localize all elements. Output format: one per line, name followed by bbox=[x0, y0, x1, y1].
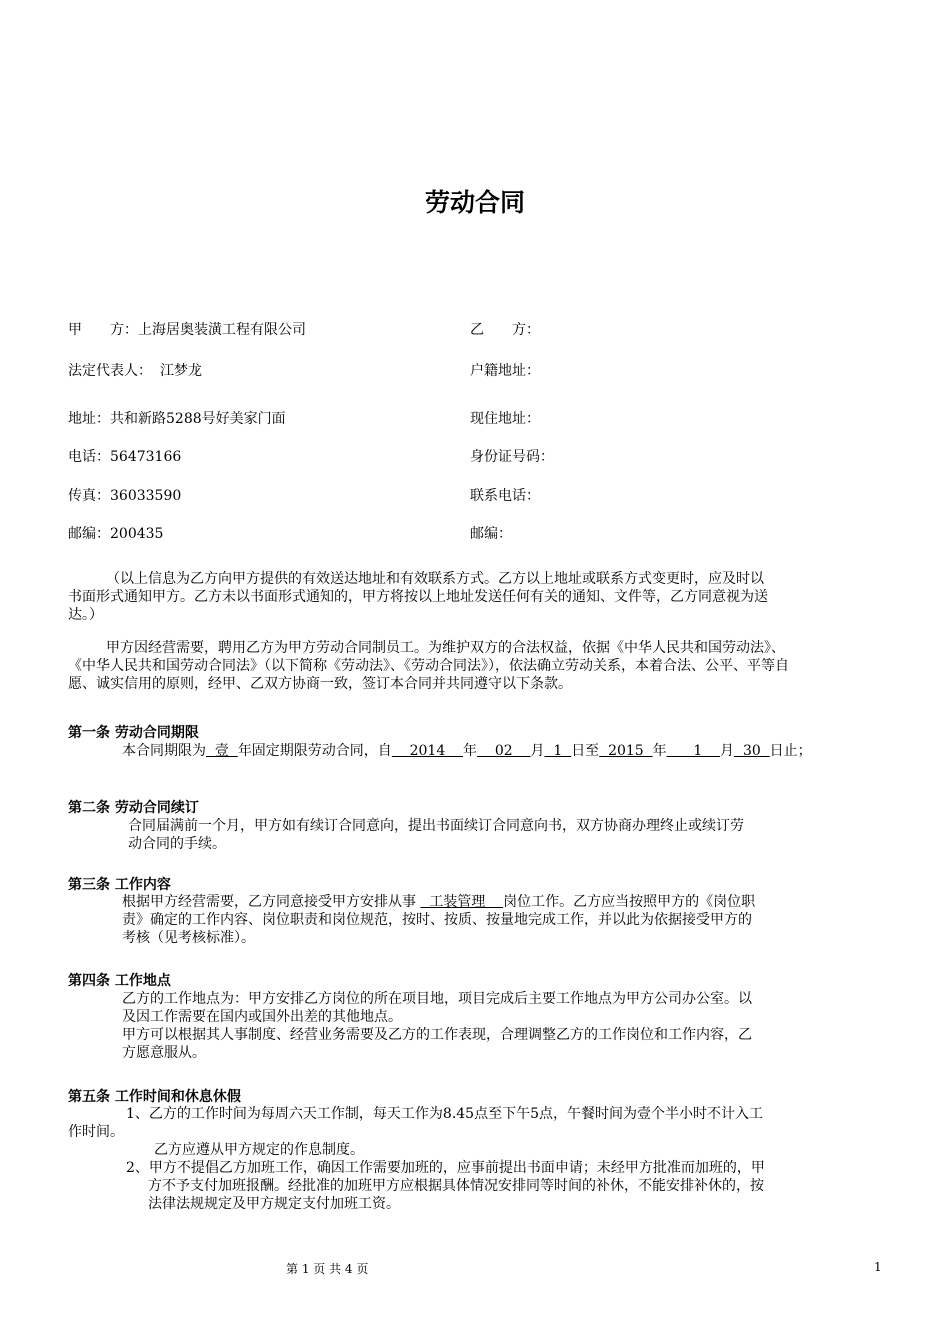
article-5-line: 法律法规规定及甲方规定支付加班工资。 bbox=[148, 1196, 400, 1212]
article-3-line: 考核（见考核标准）。 bbox=[122, 930, 255, 946]
article-5-line: 方不予支付加班报酬。经批准的加班甲方应根据具体情况安排同等时间的补休，不能安排补休的，按 bbox=[148, 1178, 764, 1194]
party-a-name-label: 甲 方： bbox=[68, 322, 138, 338]
article-3-line bbox=[122, 893, 888, 911]
end-year: 2015 bbox=[599, 743, 653, 759]
article-3-text: 根据甲方经营需要，乙方同意接受甲方安排从事 bbox=[122, 894, 421, 910]
party-b-phone-label: 联系电话： bbox=[470, 488, 540, 504]
article-3-text: 岗位工作。乙方应当按照甲方的《岗位职 bbox=[503, 894, 756, 910]
article-1-term-line bbox=[122, 740, 812, 760]
article-2-body bbox=[128, 817, 888, 853]
article-4-body bbox=[122, 990, 888, 1062]
page-indicator: 第 1 页 共 4 页 bbox=[286, 1262, 369, 1276]
article-5-line: 作时间。 bbox=[68, 1124, 124, 1140]
party-a-rep-row bbox=[68, 360, 202, 380]
article-2-line: 动合同的手续。 bbox=[128, 836, 226, 852]
term-text: 月 bbox=[720, 743, 735, 759]
party-b-name-label: 乙 方： bbox=[470, 322, 540, 338]
article-2-line: 合同届满前一个月，甲方如有续订合同意向，提出书面续订合同意向书，双方协商办理终止或续订劳 bbox=[128, 818, 744, 834]
article-3-body bbox=[122, 893, 888, 947]
article-3-heading: 第三条 工作内容 bbox=[68, 877, 171, 893]
article-3-line: 责》确定的工作内容、岗位职责和岗位规范，按时、按质、按量地完成工作，并以此为依据接受甲方的 bbox=[122, 912, 752, 928]
article-5-body bbox=[68, 1105, 888, 1213]
start-month: 02 bbox=[477, 743, 531, 759]
term-text: 月 bbox=[530, 743, 545, 759]
intro-line: 《中华人民共和国劳动合同法》（以下简称《劳动法》、《劳动合同法》），依法确立劳动关系，本着合法、公平、平等自 bbox=[68, 658, 789, 674]
term-text: 日止； bbox=[769, 743, 812, 759]
party-b-household-label: 户籍地址： bbox=[470, 363, 540, 379]
notice-paragraph bbox=[68, 570, 888, 624]
party-b-postcode-label: 邮编： bbox=[470, 526, 512, 542]
party-a-rep-value: 江梦龙 bbox=[160, 363, 202, 379]
article-4-line: 及因工作需要在国内或国外出差的其他地点。 bbox=[122, 1009, 402, 1025]
party-a-name-value: 上海居奥装潢工程有限公司 bbox=[138, 322, 306, 338]
article-5-line: 2、甲方不提倡乙方加班工作，确因工作需要加班的，应事前提出书面申请；未经甲方批准而加班的，甲 bbox=[126, 1160, 765, 1176]
party-a-phone: 电话：56473166 bbox=[68, 449, 182, 465]
party-a-address: 地址：共和新路5288号好美家门面 bbox=[68, 411, 286, 427]
job-position: 工装管理 bbox=[420, 894, 504, 910]
term-text: 年固定期限劳动合同，自 bbox=[237, 743, 392, 759]
party-a-postcode: 邮编：200435 bbox=[68, 526, 164, 542]
article-4-line: 乙方的工作地点为：甲方安排乙方岗位的所在项目地，项目完成后主要工作地点为甲方公司办公室。以 bbox=[122, 991, 752, 1007]
article-4-line: 甲方可以根据其人事制度、经营业务需要及乙方的工作表现，合理调整乙方的工作岗位和工作内容，乙 bbox=[122, 1027, 752, 1043]
term-text: 年 bbox=[463, 743, 478, 759]
intro-line: 甲方因经营需要，聘用乙方为甲方劳动合同制员工。为维护双方的合法权益，依据《中华人民共和国劳动法》、 bbox=[106, 640, 785, 656]
start-day: 1 bbox=[544, 743, 572, 759]
intro-paragraph bbox=[68, 639, 888, 693]
end-day: 30 bbox=[734, 743, 770, 759]
party-a-fax: 传真：36033590 bbox=[68, 488, 182, 504]
notice-line: 达。） bbox=[68, 607, 103, 623]
article-4-heading: 第四条 工作地点 bbox=[68, 973, 171, 989]
end-month: 1 bbox=[666, 743, 721, 759]
term-text: 年 bbox=[652, 743, 667, 759]
notice-line: 书面形式通知甲方。乙方未以书面形式通知的，甲方将按以上地址发送任何有关的通知、文件等，乙方同意视为送 bbox=[68, 589, 768, 605]
article-5-line: 1、乙方的工作时间为每周六天工作制，每天工作为8.45点至下午5点，午餐时间为壹个半小时不计入工 bbox=[126, 1106, 763, 1122]
party-b-id-label: 身份证号码： bbox=[470, 449, 554, 465]
party-a-name-row bbox=[68, 319, 306, 339]
term-text: 日至 bbox=[571, 743, 600, 759]
party-a-rep-label: 法定代表人： bbox=[68, 363, 152, 379]
article-4-line: 方愿意服从。 bbox=[122, 1045, 206, 1061]
document-title: 劳动合同 bbox=[424, 188, 525, 217]
article-5-heading: 第五条 工作时间和休息休假 bbox=[68, 1089, 241, 1105]
notice-line: （以上信息为乙方向甲方提供的有效送达地址和有效联系方式。乙方以上地址或联系方式变更时，应及时以 bbox=[106, 571, 764, 587]
term-years: 壹 bbox=[206, 743, 238, 759]
page-number: 1 bbox=[874, 1260, 882, 1274]
party-b-current-address-label: 现住地址： bbox=[470, 411, 540, 427]
intro-line: 愿、诚实信用的原则，经甲、乙双方协商一致，签订本合同并共同遵守以下条款。 bbox=[68, 676, 572, 692]
article-2-heading: 第二条 劳动合同续订 bbox=[68, 800, 199, 816]
term-text: 本合同期限为 bbox=[122, 743, 206, 759]
article-1-heading: 第一条 劳动合同期限 bbox=[68, 725, 199, 741]
article-5-line: 乙方应遵从甲方规定的作息制度。 bbox=[154, 1142, 364, 1158]
start-year: 2014 bbox=[391, 743, 464, 759]
